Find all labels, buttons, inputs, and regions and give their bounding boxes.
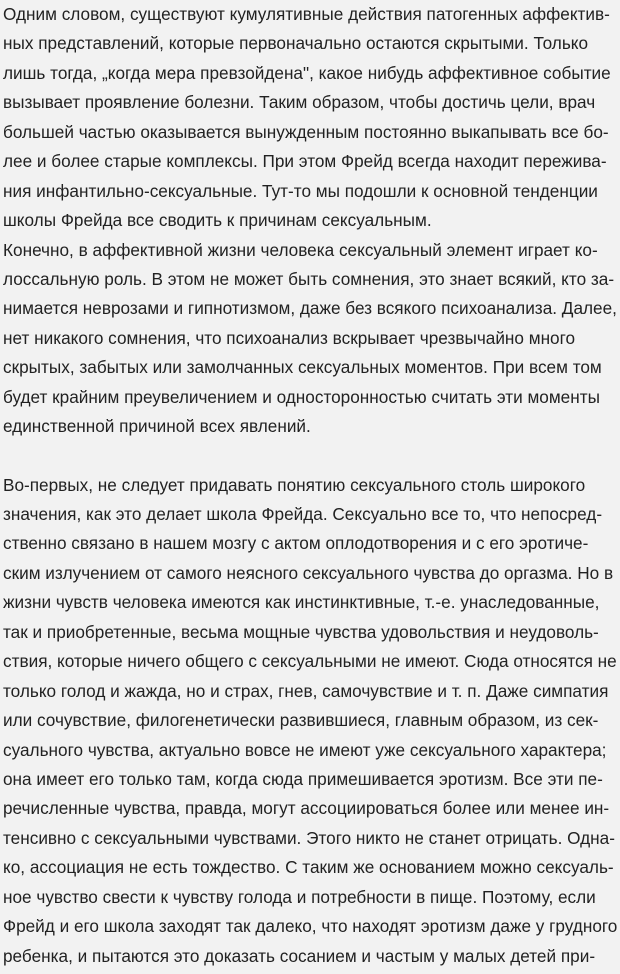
text-line: лишь тогда, „когда мера превзойдена", какое нибудь аффективное событие — [3, 62, 611, 83]
text-line: будет крайним преувеличением и односторонностью считать эти моменты — [3, 386, 600, 407]
text-line: большей частью оказывается вынужденным постоянно выкапывать все бо- — [3, 121, 609, 142]
paragraph-spacer — [3, 442, 617, 471]
text-line: Фрейд и его школа заходят так далеко, что находят эротизм даже у грудного — [3, 916, 617, 937]
text-line: нет никакого сомнения, что психоанализ вскрывает чрезвычайно много — [3, 327, 576, 348]
text-line: ствия, которые ничего общего с сексуальными не имеют. Сюда относятся не — [3, 651, 617, 672]
text-line: скрытых, забытых или замолчанных сексуальных моментов. При всем том — [3, 357, 602, 378]
text-line: школы Фрейда все сводить к причинам сексуальным. — [3, 210, 432, 231]
text-line: ное чувство свести к чувству голода и потребности в пище. Поэтому, если — [3, 886, 596, 907]
text-line: речисленные чувства, правда, могут ассоциироваться более или менее ин- — [3, 798, 610, 819]
text-line: вызывает проявление болезни. Таким образом, чтобы достичь цели, врач — [3, 92, 596, 113]
text-line: Конечно, в аффективной жизни человека сексуальный элемент играет ко- — [3, 239, 598, 260]
text-line: нимается неврозами и гипнотизмом, даже без всякого психоанализа. Далее, — [3, 298, 617, 319]
text-line: лее и более старые комплексы. При этом Фрейд всегда находит пережива- — [3, 151, 607, 172]
text-line: жизни чувств человека имеются как инстинктивные, т.-е. унаследованные, — [3, 592, 600, 613]
paragraph-3 — [3, 471, 617, 971]
text-line: ных представлений, которые первоначально остаются скрытыми. Только — [3, 33, 589, 54]
text-line: так и приобретенные, весьма мощные чувства удовольствия и неудоволь- — [3, 621, 599, 642]
text-line: только голод и жажда, но и страх, гнев, самочувствие и т. п. Даже симпатия — [3, 680, 609, 701]
text-line: суального чувства, актуально вовсе не имеют уже сексуального характера; — [3, 739, 607, 760]
text-line: тенсивно с сексуальными чувствами. Этого никто не станет отрицать. Одна- — [3, 827, 615, 848]
text-line: лоссальную роль. В этом не может быть сомнения, это знает всякий, кто за- — [3, 268, 615, 289]
text-line: ским излучением от самого неясного сексуального чувства до оргазма. Но в — [3, 562, 614, 583]
paragraph-1 — [3, 0, 617, 236]
text-line: ственно связано в нашем мозгу с актом оплодотворения и с его эротиче- — [3, 533, 589, 554]
text-line: единственной причиной всех явлений. — [3, 416, 311, 437]
text-line: ребенка, и пытаются это доказать сосанием и частым у малых детей при- — [3, 945, 596, 966]
text-line: Во-первых, не следует придавать понятию сексуального столь широкого — [3, 474, 586, 495]
text-line: или сочувствие, филогенетически развившиеся, главным образом, из сек- — [3, 710, 599, 731]
paragraph-2 — [3, 236, 617, 442]
text-line: ния инфантильно-сексуальные. Тут-то мы подошли к основной тенденции — [3, 180, 598, 201]
text-line: Одним словом, существуют кумулятивные действия патогенных аффектив- — [3, 4, 610, 24]
text-line: она имеет его только там, когда сюда примешивается эротизм. Все эти пе- — [3, 768, 603, 789]
text-line: значения, как это делает школа Фрейда. Сексуально все то, что непосред- — [3, 504, 603, 524]
text-line: ко, ассоциация не есть тождество. С таким же основанием можно сексуаль- — [3, 857, 614, 878]
